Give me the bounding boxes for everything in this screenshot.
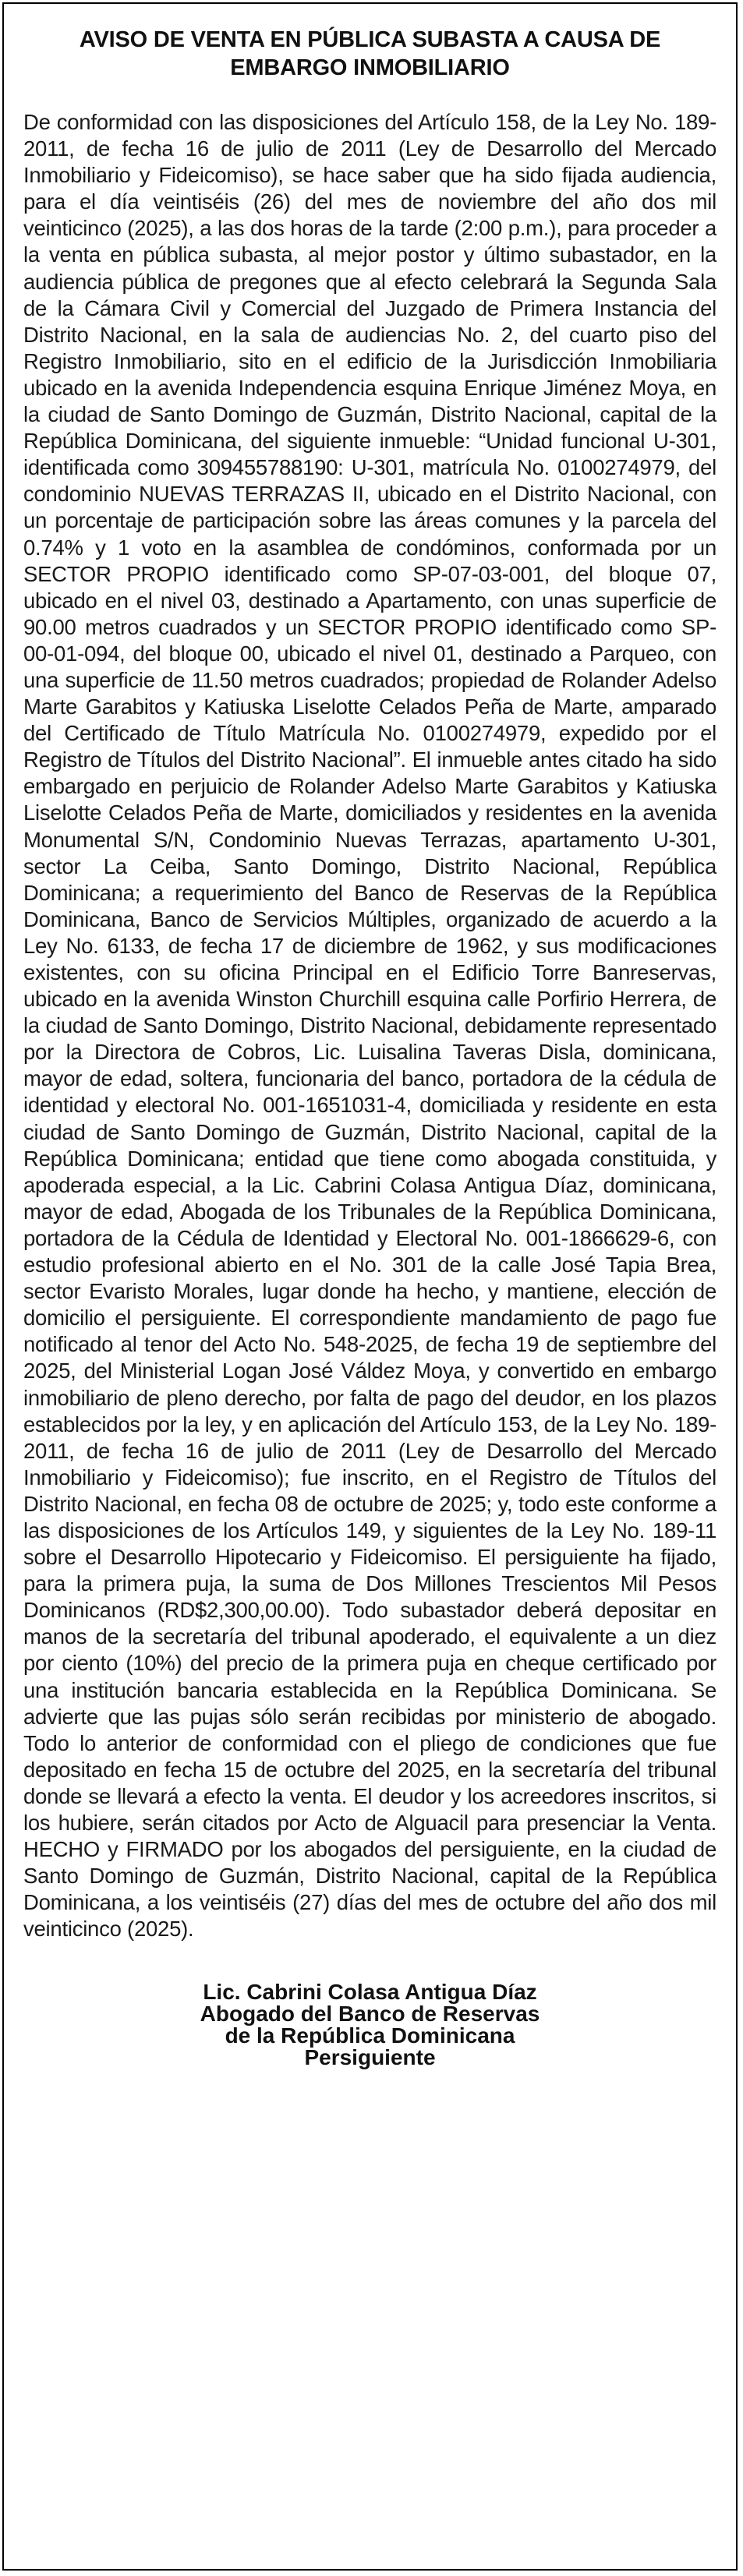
signature-role: Abogado del Banco de Reservas [200, 2002, 540, 2027]
notice-frame [2, 2, 738, 2571]
signature-name: Lic. Cabrini Colasa Antigua Díaz [203, 1980, 537, 2005]
signature-block [23, 1981, 716, 2069]
signature-party: Persiguiente [304, 2045, 436, 2070]
notice-content [4, 4, 736, 2569]
notice-body: De conformidad con las disposiciones del Artículo 158, de la Ley No. 189-2011, de fecha 16 de julio de 2011 (Ley de Desarrollo del Mercado Inmobiliario y Fideicomiso), se hace saber que ha sido fijada audiencia, para el día veintiséis (26) del mes de noviembre del año dos mil veinticinco (2025), a las dos horas de la tarde (2:00 p.m.), para proceder a la venta en pública subasta, al mejor postor y último subastador, en la audiencia pública de pregones que al efecto celebrará la Segunda Sala de la Cámara Civil y Comercial del Juzgado de Primera Instancia del Distrito Nacional, en la sala de audiencias No. 2, del cuarto piso del Registro Inmobiliario, sito en el edificio de la Jurisdicción Inmobiliaria ubicado en la avenida Independencia esquina Enrique Jiménez Moya, en la ciudad de Santo Domingo de Guzmán, Distrito Nacional, capital de la República Dominicana, del siguiente inmueble: “Unidad funcional U-301, identificada como 309455788190: U-301, matrícula No. 0100274979, del condominio NUEVAS TERRAZAS II, ubicado en el Distrito Nacional, con un porcentaje de participación sobre las áreas comunes y la parcela del 0.74% y 1 voto en la asamblea de condóminos, conformada por un SECTOR PROPIO identificado como SP-07-03-001, del bloque 07, ubicado en el nivel 03, destinado a Apartamento, con unas superficie de 90.00 metros cuadrados y un SECTOR PROPIO identificado como SP-00-01-094, del bloque 00, ubicado el nivel 01, destinado a Parqueo, con una superficie de 11.50 metros cuadrados; propiedad de Rolander Adelso Marte Garabitos y Katiuska Liselotte Celados Peña de Marte, amparado del Certificado de Título Matrícula No. 0100274979, expedido por el Registro de Títulos del Distrito Nacional”. El inmueble antes citado ha sido embargado en perjuicio de Rolander Adelso Marte Garabitos y Katiuska Liselotte Celados Peña de Marte, domiciliados y residentes en la avenida Monumental S/N, Condominio Nuevas Terrazas, apartamento U-301, sector La Ceiba, Santo Domingo, Distrito Nacional, República Dominicana; a requerimiento del Banco de Reservas de la República Dominicana, Banco de Servicios Múltiples, organizado de acuerdo a la Ley No. 6133, de fecha 17 de diciembre de 1962, y sus modificaciones existentes, con su oficina Principal en el Edificio Torre Banreservas, ubicado en la avenida Winston Churchill esquina calle Porfirio Herrera, de la ciudad de Santo Domingo, Distrito Nacional, debidamente representado por la Directora de Cobros, Lic. Luisalina Taveras Disla, dominicana, mayor de edad, soltera, funcionaria del banco, portadora de la cédula de identidad y electoral No. 001-1651031-4, domiciliada y residente en esta ciudad de Santo Domingo de Guzmán, Distrito Nacional, capital de la República Dominicana; entidad que tiene como abogada constituida, y apoderada especial, a la Lic. Cabrini Colasa Antigua Díaz, dominicana, mayor de edad, Abogada de los Tribunales de la República Dominicana, portadora de la Cédula de Identidad y Electoral No. 001-1866629-6, con estudio profesional abierto en el No. 301 de la calle José Tapia Brea, sector Evaristo Morales, lugar donde ha hecho, y mantiene, elección de domicilio el persiguiente. El correspondiente mandamiento de pago fue notificado al tenor del Acto No. 548-2025, de fecha 19 de septiembre del 2025, del Ministerial Logan José Váldez Moya, y convertido en embargo inmobiliario de pleno derecho, por falta de pago del deudor, en los plazos establecidos por la ley, y en aplicación del Artículo 153, de la Ley No. 189-2011, de fecha 16 de julio de 2011 (Ley de Desarrollo del Mercado Inmobiliario y Fideicomiso); fue inscrito, en el Registro de Títulos del Distrito Nacional, en fecha 08 de octubre de 2025; y, todo este conforme a las disposiciones de los Artículos 149, y siguientes de la Ley No. 189-11 sobre el Desarrollo Hipotecario y Fideicomiso. El persiguiente ha fijado, para la primera puja, la suma de Dos Millones Trescientos Mil Pesos Dominicanos (RD$2,300,00.00). Todo subastador deberá depositar en manos de la secretaría del tribunal apoderado, el equivalente a un diez por ciento (10%) del precio de la primera puja en cheque certificado por una institución bancaria establecida en la República Dominicana. Se advierte que las pujas sólo serán recibidas por ministerio de abogado. Todo lo anterior de conformidad con el pliego de condiciones que fue depositado en fecha 15 de octubre del 2025, en la secretaría del tribunal donde se llevará a efecto la venta. El deudor y los acreedores inscritos, si los hubiere, serán citados por Acto de Alguacil para presenciar la Venta. HECHO y FIRMADO por los abogados del persiguiente, en la ciudad de Santo Domingo de Guzmán, Distrito Nacional, capital de la República Dominicana, a los veintiséis (27) días del mes de octubre del año dos mil veinticinco (2025). [23, 110, 716, 1942]
notice-title: AVISO DE VENTA EN PÚBLICA SUBASTA A CAUSA DE EMBARGO INMOBILIARIO [79, 27, 661, 80]
signature-org: de la República Dominicana [225, 2023, 515, 2048]
